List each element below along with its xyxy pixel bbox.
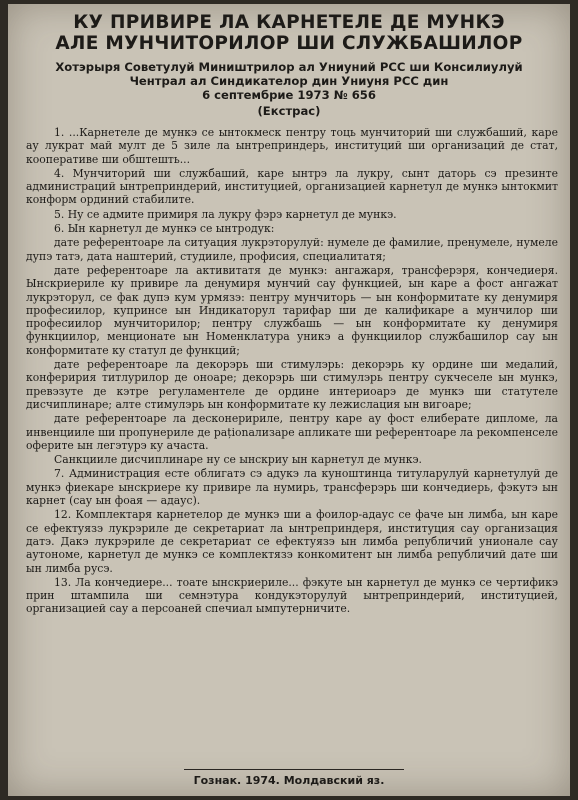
paragraph-5: 5. Ну се адмите примиря ла лукру фэрэ карнетул де мункэ. xyxy=(54,207,397,221)
paragraph-4: 4. Мунчиторий ши службаший, каре ынтрэ ла лукру, сынт даторь сэ презинте администраций ынтреприндерий, институцией, организацией карнетул де мункэ ынтокмит конформ ординий стабилите. xyxy=(26,166,558,207)
paragraph-6: 6. Ын карнетул де мункэ се ынтродук: xyxy=(54,222,275,236)
paragraph-sanctions: Санкцииле дисчиплинаре ну се ынскриу ын карнетул де мункэ. xyxy=(54,453,422,467)
paragraph-13: 13. Ла кончедиере... тоате ынскриериле... фэкуте ын карнетул де мункэ се чертификэ прин штампила ши семнэтура кондукэторулуй ынтреприндерий, институцией, организацией сау а персоаней спечиал ымпутерничите. xyxy=(26,575,558,616)
document-body xyxy=(8,126,570,616)
paragraph-12: 12. Комплектаря карнетелор де мункэ ши а фоилор-адаус се фаче ын лимба, ын каре се ефектуязэ лукрэриле де секретариат ла ынтреприндеря, институция сау организация датэ. Дакэ лукрэриле де секретариат се ефектуязэ ын лимба републичий унионале сау аутономе, карнетул де мункэ се комплектязэ конкомитент ын лимба републичий дате ши ын лимба русэ. xyxy=(26,508,558,575)
paragraph-6-item-awards: дате референтоаре ла декорэрь ши стимулэрь: декорэрь ку ордине ши медалий, конферирия титлурилор де оноаре; декорэрь ши стимулэрь пентру сукчеселе ын мункэ, превэзуте де кэтре регуламентеле де ордине интериоарэ де мункэ ши статутеле дисчиплинаре; алте стимулэрь ын конформитате ку лежислация ын вигоаре; xyxy=(26,358,558,411)
paragraph-6-item-personal: дате референтоаре ла ситуация лукрэторулуй: нумеле де фамилие, пренумеле, нумеле дупэ татэ, дата наштерий, студииле, профисия, специалитатя; xyxy=(26,236,558,263)
printer-imprint: Гознак. 1974. Молдавский яз. xyxy=(193,774,385,787)
title-line-1: КУ ПРИВИРЕ ЛА КАРНЕТЕЛЕ ДЕ МУНКЭ xyxy=(73,12,505,33)
document-header xyxy=(8,12,570,118)
document-page xyxy=(8,4,570,796)
paragraph-6-item-work: дате референтоаре ла активитатя де мункэ: ангажаря, трансферэря, кончедиеря. Ынскриериле ку привире ла денумиря мунчий сау функцией, ын каре а фост ангажат лукрэторул, се фак дупэ кум урмязэ: пентру мунчиторь — ын конформитате ку денумиря професиилор, купринсе ын Индикаторул тарифар ши де калификаре а мунчилор ши професиилор мунчиторилор; пентру службашь — ын конформитате ку денумиря функциилор, менционате ын Номенклатура уникэ а функциилор службашилор сау ын конформитате ку статул де функций; xyxy=(26,263,558,357)
title-line-2: АЛЕ МУНЧИТОРИЛОР ШИ СЛУЖБАШИЛОР xyxy=(55,33,523,54)
paragraph-6-item-inventions: дате референтоаре ла десконеририле, пентру каре ау фост елиберате дипломе, ла инвенцииле ши пропунериле де раționализаре апликате ши референтоаре ла рекомпенселе оферите ын легэтурэ ку ачаста. xyxy=(26,412,558,452)
extract-label: (Екстрас) xyxy=(257,104,321,118)
paragraph-1: 1. ...Карнетеле де мункэ се ынтокмеск пентру тоць мунчиторий ши службаший, каре ау лукрат май мулт де 5 зиле ла ынтреприндерь, институций ши организаций де стат, кооперативе ши обштешть... xyxy=(26,126,558,166)
subtitle-line-2: Чентрал ал Синдикателор дин Униуня РСС дин xyxy=(129,74,449,88)
paragraph-7: 7. Администрация есте облигатэ сэ адукэ ла куноштинца титуларулуй карнетулуй де мункэ фиекаре ынскриере ку привире ла нумирь, трансферэрь ши кончедиерь, фэкутэ ын карнет (сау ын фоая — адаус). xyxy=(26,467,558,508)
subtitle-line-3: 6 септембрие 1973 № 656 xyxy=(202,88,376,102)
subtitle-line-1: Хотэрыря Советулуй Миништрилор ал Униуний РСС ши Консилиулуй xyxy=(55,60,523,74)
footer-divider xyxy=(184,769,404,770)
